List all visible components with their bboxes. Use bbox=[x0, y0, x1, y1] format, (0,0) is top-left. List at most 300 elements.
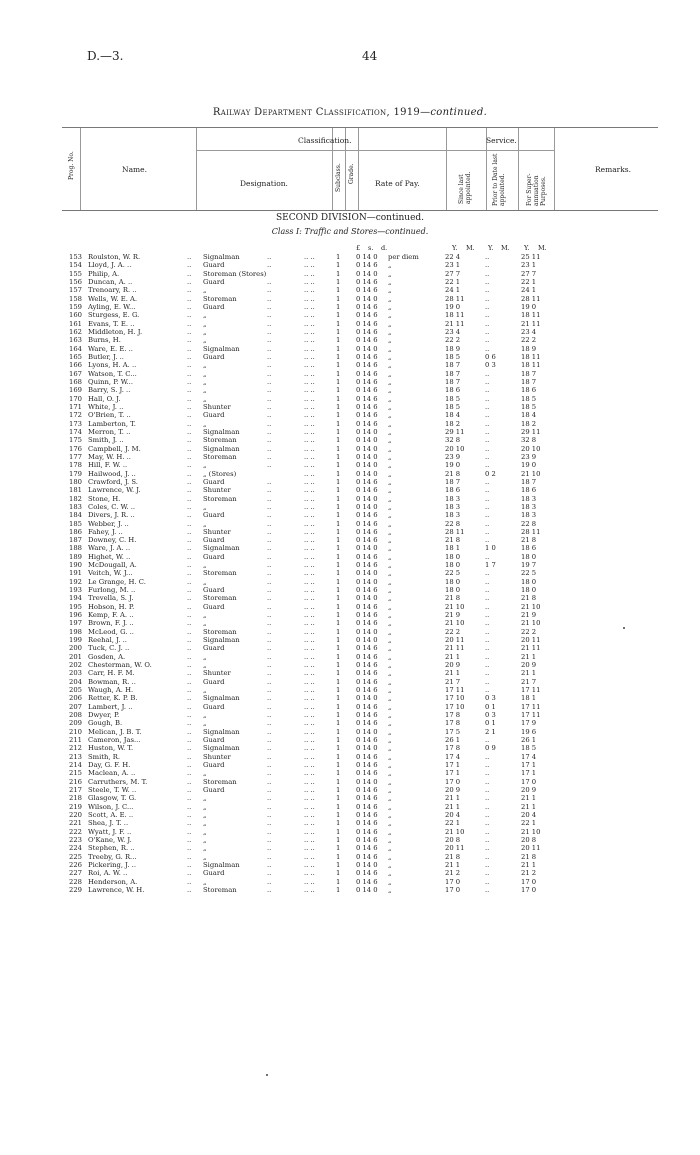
unit-months-prior: M. bbox=[501, 244, 510, 252]
since-last-appointed: 20 4 bbox=[445, 810, 461, 819]
rate-of-pay: 0 14 6 bbox=[356, 827, 378, 836]
table-row bbox=[0, 619, 700, 627]
prog-no: 177 bbox=[69, 452, 82, 461]
leader-dots: .. bbox=[267, 361, 272, 370]
subclass: 1 bbox=[336, 277, 341, 286]
leader-dots: .. bbox=[267, 586, 272, 595]
leader-dots: .. bbox=[187, 877, 192, 886]
leader-dots: .. .. bbox=[304, 427, 315, 436]
rate-of-pay: 0 14 0 bbox=[356, 444, 378, 453]
staff-name: Melican, J. B. T. bbox=[88, 727, 142, 736]
rate-of-pay: 0 14 0 bbox=[356, 594, 378, 603]
table-row bbox=[0, 586, 700, 594]
leader-dots: .. bbox=[187, 810, 192, 819]
subclass: 1 bbox=[336, 569, 341, 578]
leader-dots: .. bbox=[187, 611, 192, 620]
rate-unit: „ bbox=[388, 294, 392, 303]
leader-dots: .. bbox=[187, 661, 192, 670]
leader-dots: .. .. bbox=[304, 336, 315, 345]
leader-dots: .. bbox=[187, 586, 192, 595]
subclass: 1 bbox=[336, 636, 341, 645]
leader-dots: .. bbox=[187, 352, 192, 361]
prog-no: 204 bbox=[69, 677, 82, 686]
rate-of-pay: 0 14 6 bbox=[356, 852, 378, 861]
subclass: 1 bbox=[336, 361, 341, 370]
subclass: 1 bbox=[336, 452, 341, 461]
rate-of-pay: 0 14 6 bbox=[356, 661, 378, 670]
leader-dots: .. bbox=[267, 261, 272, 270]
staff-name: Furlong, M. .. bbox=[88, 586, 136, 595]
rate-of-pay: 0 14 6 bbox=[356, 352, 378, 361]
rate-unit: „ bbox=[388, 869, 392, 878]
leader-dots: .. bbox=[187, 444, 192, 453]
since-last-appointed: 22 2 bbox=[445, 336, 461, 345]
leader-dots: .. bbox=[267, 286, 272, 295]
leader-dots: .. bbox=[187, 719, 192, 728]
staff-name: May, W. H. .. bbox=[88, 452, 131, 461]
rate-unit: „ bbox=[388, 885, 392, 894]
leader-dots: .. bbox=[187, 377, 192, 386]
staff-name: Smith, R. bbox=[88, 752, 120, 761]
leader-dots: .. bbox=[267, 761, 272, 770]
rate-unit: „ bbox=[388, 661, 392, 670]
designation: Guard bbox=[203, 352, 225, 361]
leader-dots: .. .. bbox=[304, 577, 315, 586]
leader-dots: .. bbox=[187, 669, 192, 678]
leader-dots: .. bbox=[187, 527, 192, 536]
unit-years-since: Y. bbox=[452, 244, 458, 252]
leader-dots: .. .. bbox=[304, 594, 315, 603]
designation: „ bbox=[203, 810, 207, 819]
prog-no: 213 bbox=[69, 752, 82, 761]
rate-unit: „ bbox=[388, 511, 392, 520]
rate-of-pay: 0 14 6 bbox=[356, 794, 378, 803]
rate-unit: „ bbox=[388, 844, 392, 853]
leader-dots: .. bbox=[187, 511, 192, 520]
rate-unit: „ bbox=[388, 586, 392, 595]
prog-no: 207 bbox=[69, 702, 82, 711]
prior-service: .. bbox=[485, 852, 490, 861]
leader-dots: .. .. bbox=[304, 819, 315, 828]
rate-unit: „ bbox=[388, 602, 392, 611]
leader-dots: .. .. bbox=[304, 827, 315, 836]
prog-no: 160 bbox=[69, 311, 82, 320]
rate-of-pay: 0 14 6 bbox=[356, 802, 378, 811]
table-row bbox=[0, 361, 700, 369]
subclass: 1 bbox=[336, 777, 341, 786]
table-row bbox=[0, 328, 700, 336]
superannuation-service: 26 1 bbox=[521, 736, 537, 745]
prior-service: .. bbox=[485, 277, 490, 286]
staff-name: Trevella, S. J. bbox=[88, 594, 134, 603]
prior-service: .. bbox=[485, 802, 490, 811]
leader-dots: .. bbox=[187, 269, 192, 278]
leader-dots: .. bbox=[267, 677, 272, 686]
header-name: Name. bbox=[122, 165, 147, 174]
prior-service: .. bbox=[485, 411, 490, 420]
staff-name: Hall, O. J. bbox=[88, 394, 121, 403]
prog-no: 164 bbox=[69, 344, 82, 353]
leader-dots: .. .. bbox=[304, 752, 315, 761]
leader-dots: .. bbox=[267, 502, 272, 511]
subclass: 1 bbox=[336, 619, 341, 628]
subclass: 1 bbox=[336, 511, 341, 520]
leader-dots: .. bbox=[187, 677, 192, 686]
since-last-appointed: 18 0 bbox=[445, 561, 461, 570]
subclass: 1 bbox=[336, 577, 341, 586]
subclass: 1 bbox=[336, 752, 341, 761]
prog-no: 221 bbox=[69, 819, 82, 828]
subclass: 1 bbox=[336, 436, 341, 445]
rate-of-pay: 0 14 6 bbox=[356, 619, 378, 628]
leader-dots: .. bbox=[187, 369, 192, 378]
superannuation-service: 18 6 bbox=[521, 486, 537, 495]
rate-of-pay: 0 14 6 bbox=[356, 602, 378, 611]
designation: Shunter bbox=[203, 752, 231, 761]
leader-dots: .. .. bbox=[304, 661, 315, 670]
leader-dots: .. bbox=[187, 452, 192, 461]
since-last-appointed: 21 11 bbox=[445, 644, 465, 653]
rate-of-pay: 0 14 6 bbox=[356, 511, 378, 520]
table-row bbox=[0, 669, 700, 677]
since-last-appointed: 22 4 bbox=[445, 253, 461, 261]
leader-dots: .. bbox=[267, 544, 272, 553]
superannuation-service: 21 11 bbox=[521, 644, 541, 653]
rate-unit: „ bbox=[388, 369, 392, 378]
since-last-appointed: 21 10 bbox=[445, 827, 465, 836]
leader-dots: .. bbox=[187, 402, 192, 411]
prior-service: .. bbox=[485, 511, 490, 520]
leader-dots: .. bbox=[267, 752, 272, 761]
leader-dots: .. .. bbox=[304, 519, 315, 528]
leader-dots: .. bbox=[267, 277, 272, 286]
leader-dots: .. bbox=[187, 852, 192, 861]
prog-no: 194 bbox=[69, 594, 82, 603]
staff-name: Merron, T. .. bbox=[88, 427, 131, 436]
superannuation-service: 17 11 bbox=[521, 702, 541, 711]
since-last-appointed: 22 8 bbox=[445, 519, 461, 528]
since-last-appointed: 21 10 bbox=[445, 602, 465, 611]
leader-dots: .. bbox=[267, 661, 272, 670]
leader-dots: .. bbox=[267, 394, 272, 403]
leader-dots: .. bbox=[267, 577, 272, 586]
superannuation-service: 18 11 bbox=[521, 311, 541, 320]
rate-unit: „ bbox=[388, 552, 392, 561]
leader-dots: .. bbox=[267, 319, 272, 328]
prior-service: .. bbox=[485, 636, 490, 645]
superannuation-service: 21 8 bbox=[521, 536, 537, 545]
leader-dots: .. .. bbox=[304, 569, 315, 578]
superannuation-service: 17 9 bbox=[521, 719, 537, 728]
prior-service: .. bbox=[485, 661, 490, 670]
table-row bbox=[0, 794, 700, 802]
prog-no: 176 bbox=[69, 444, 82, 453]
designation: Guard bbox=[203, 411, 225, 420]
designation: Guard bbox=[203, 644, 225, 653]
prog-no: 211 bbox=[69, 736, 82, 745]
leader-dots: .. .. bbox=[304, 361, 315, 370]
prog-no: 193 bbox=[69, 586, 82, 595]
leader-dots: .. bbox=[187, 519, 192, 528]
subclass: 1 bbox=[336, 661, 341, 670]
leader-dots: .. .. bbox=[304, 644, 315, 653]
since-last-appointed: 18 3 bbox=[445, 494, 461, 503]
leader-dots: .. .. bbox=[304, 611, 315, 620]
prog-no: 172 bbox=[69, 411, 82, 420]
prior-service: .. bbox=[485, 419, 490, 428]
leader-dots: .. bbox=[187, 769, 192, 778]
subclass: 1 bbox=[336, 444, 341, 453]
leader-dots: .. bbox=[187, 860, 192, 869]
superannuation-service: 25 11 bbox=[521, 253, 541, 261]
since-last-appointed: 18 9 bbox=[445, 344, 461, 353]
table-row bbox=[0, 886, 700, 894]
staff-name: Hobson, H. P. bbox=[88, 602, 135, 611]
leader-dots: .. .. bbox=[304, 602, 315, 611]
rate-unit: „ bbox=[388, 444, 392, 453]
designation: „ bbox=[203, 327, 207, 336]
unit-months-super: M. bbox=[538, 244, 547, 252]
leader-dots: .. bbox=[187, 794, 192, 803]
prior-service: .. bbox=[485, 819, 490, 828]
prior-service: .. bbox=[485, 269, 490, 278]
leader-dots: .. .. bbox=[304, 636, 315, 645]
since-last-appointed: 21 1 bbox=[445, 794, 461, 803]
table-row bbox=[0, 878, 700, 886]
leader-dots: .. bbox=[187, 253, 192, 261]
rate-of-pay: 0 14 6 bbox=[356, 786, 378, 794]
rate-unit: „ bbox=[388, 702, 392, 711]
leader-dots: .. .. bbox=[304, 719, 315, 728]
rate-of-pay: 0 14 0 bbox=[356, 452, 378, 461]
prior-service: .. bbox=[485, 344, 490, 353]
since-last-appointed: 17 10 bbox=[445, 694, 465, 703]
superannuation-service: 18 4 bbox=[521, 411, 537, 420]
prog-no: 155 bbox=[69, 269, 82, 278]
rate-of-pay: 0 14 6 bbox=[356, 702, 378, 711]
staff-name: Campbell, J. M. bbox=[88, 444, 141, 453]
leader-dots: .. bbox=[187, 752, 192, 761]
leader-dots: .. .. bbox=[304, 402, 315, 411]
leader-dots: .. .. bbox=[304, 369, 315, 378]
prog-no: 156 bbox=[69, 277, 82, 286]
designation: „ bbox=[203, 319, 207, 328]
leader-dots: .. bbox=[267, 352, 272, 361]
since-last-appointed: 20 10 bbox=[445, 444, 465, 453]
rate-of-pay: 0 14 6 bbox=[356, 519, 378, 528]
leader-dots: .. .. bbox=[304, 794, 315, 803]
leader-dots: .. bbox=[187, 494, 192, 503]
prior-service: 0 6 bbox=[485, 352, 496, 361]
prior-service: .. bbox=[485, 261, 490, 270]
rate-of-pay: 0 14 0 bbox=[356, 860, 378, 869]
leader-dots: .. .. bbox=[304, 727, 315, 736]
since-last-appointed: 32 8 bbox=[445, 436, 461, 445]
designation: „ bbox=[203, 819, 207, 828]
leader-dots: .. bbox=[187, 561, 192, 570]
since-last-appointed: 21 2 bbox=[445, 869, 461, 878]
superannuation-service: 19 0 bbox=[521, 302, 537, 311]
leader-dots: .. .. bbox=[304, 386, 315, 395]
rate-of-pay: 0 14 6 bbox=[356, 361, 378, 370]
since-last-appointed: 21 8 bbox=[445, 536, 461, 545]
rate-of-pay: 0 14 6 bbox=[356, 319, 378, 328]
superannuation-service: 22 5 bbox=[521, 569, 537, 578]
rate-of-pay: 0 14 0 bbox=[356, 461, 378, 470]
designation: „ bbox=[203, 286, 207, 295]
designation: „ bbox=[203, 419, 207, 428]
superannuation-service: 21 8 bbox=[521, 594, 537, 603]
superannuation-service: 22 2 bbox=[521, 627, 537, 636]
designation: Guard bbox=[203, 586, 225, 595]
superannuation-service: 20 8 bbox=[521, 835, 537, 844]
prior-service: 1 7 bbox=[485, 561, 496, 570]
designation: „ bbox=[203, 461, 207, 470]
leader-dots: .. bbox=[267, 777, 272, 786]
rate-unit: „ bbox=[388, 852, 392, 861]
prior-service: .. bbox=[485, 761, 490, 770]
prior-service: .. bbox=[485, 452, 490, 461]
since-last-appointed: 18 2 bbox=[445, 419, 461, 428]
leader-dots: .. bbox=[187, 761, 192, 770]
designation: Storeman bbox=[203, 569, 237, 578]
superannuation-service: 27 7 bbox=[521, 269, 537, 278]
table-row bbox=[0, 686, 700, 694]
leader-dots: .. .. bbox=[304, 669, 315, 678]
leader-dots: .. .. bbox=[304, 769, 315, 778]
subclass: 1 bbox=[336, 319, 341, 328]
since-last-appointed: 23 1 bbox=[445, 261, 461, 270]
prog-no: 229 bbox=[69, 885, 82, 894]
table-row bbox=[0, 711, 700, 719]
column-header bbox=[62, 127, 658, 211]
prog-no: 198 bbox=[69, 627, 82, 636]
rate-unit: „ bbox=[388, 527, 392, 536]
unit-pounds: £ bbox=[356, 244, 361, 252]
leader-dots: .. .. bbox=[304, 686, 315, 695]
leader-dots: .. .. bbox=[304, 786, 315, 794]
staff-name: Retter, K. P. B. bbox=[88, 694, 138, 703]
unit-pence: d. bbox=[381, 244, 388, 252]
table-row bbox=[0, 436, 700, 444]
designation: „ bbox=[203, 311, 207, 320]
section-heading: SECOND DIVISION—continued. bbox=[275, 213, 425, 223]
leader-dots: .. .. bbox=[304, 469, 315, 478]
subclass: 1 bbox=[336, 502, 341, 511]
subclass: 1 bbox=[336, 461, 341, 470]
since-last-appointed: 20 8 bbox=[445, 835, 461, 844]
prior-service: .. bbox=[485, 394, 490, 403]
staff-name: Roulston, W. R. bbox=[88, 253, 141, 261]
since-last-appointed: 27 7 bbox=[445, 269, 461, 278]
designation: Guard bbox=[203, 869, 225, 878]
leader-dots: .. bbox=[267, 652, 272, 661]
rate-of-pay: 0 14 0 bbox=[356, 253, 378, 261]
leader-dots: .. bbox=[267, 477, 272, 486]
prog-no: 195 bbox=[69, 602, 82, 611]
rate-of-pay: 0 14 6 bbox=[356, 586, 378, 595]
rate-of-pay: 0 14 0 bbox=[356, 744, 378, 753]
since-last-appointed: 21 10 bbox=[445, 619, 465, 628]
prog-no: 192 bbox=[69, 577, 82, 586]
title-main: Railway Department Classification, 1919— bbox=[212, 107, 431, 118]
rate-unit: „ bbox=[388, 402, 392, 411]
superannuation-service: 21 1 bbox=[521, 669, 537, 678]
leader-dots: .. bbox=[267, 369, 272, 378]
rate-unit: „ bbox=[388, 269, 392, 278]
superannuation-service: 22 1 bbox=[521, 277, 537, 286]
prior-service: .. bbox=[485, 736, 490, 745]
staff-name: Bowman, R. .. bbox=[88, 677, 136, 686]
leader-dots: .. .. bbox=[304, 877, 315, 886]
designation: Storeman bbox=[203, 436, 237, 445]
leader-dots: .. .. bbox=[304, 844, 315, 853]
rate-unit: „ bbox=[388, 386, 392, 395]
since-last-appointed: 18 3 bbox=[445, 511, 461, 520]
rate-of-pay: 0 14 6 bbox=[356, 327, 378, 336]
prior-service: .. bbox=[485, 611, 490, 620]
since-last-appointed: 23 9 bbox=[445, 452, 461, 461]
rate-of-pay: 0 14 6 bbox=[356, 477, 378, 486]
table-row bbox=[0, 678, 700, 686]
designation: Guard bbox=[203, 602, 225, 611]
table-row bbox=[0, 594, 700, 602]
prior-service: 1 0 bbox=[485, 544, 496, 553]
staff-name: Lamberton, T. bbox=[88, 419, 136, 428]
leader-dots: .. .. bbox=[304, 869, 315, 878]
table-row bbox=[0, 786, 700, 794]
superannuation-service: 21 10 bbox=[521, 827, 541, 836]
leader-dots: .. bbox=[187, 627, 192, 636]
staff-name: Chesterman, W. O. bbox=[88, 661, 152, 670]
designation: Guard bbox=[203, 261, 225, 270]
header-since-last: Since last appointed. bbox=[458, 171, 472, 204]
superannuation-service: 21 9 bbox=[521, 611, 537, 620]
rate-of-pay: 0 14 0 bbox=[356, 885, 378, 894]
subclass: 1 bbox=[336, 544, 341, 553]
leader-dots: .. bbox=[187, 419, 192, 428]
subclass: 1 bbox=[336, 261, 341, 270]
table-row bbox=[0, 569, 700, 577]
rate-of-pay: 0 14 6 bbox=[356, 302, 378, 311]
rate-unit: „ bbox=[388, 752, 392, 761]
leader-dots: .. bbox=[267, 561, 272, 570]
rate-of-pay: 0 14 6 bbox=[356, 311, 378, 320]
prior-service: .. bbox=[485, 552, 490, 561]
table-row bbox=[0, 628, 700, 636]
designation: „ bbox=[203, 852, 207, 861]
table-row bbox=[0, 636, 700, 644]
table-row bbox=[0, 495, 700, 503]
subclass: 1 bbox=[336, 527, 341, 536]
since-last-appointed: 17 10 bbox=[445, 702, 465, 711]
table-row bbox=[0, 811, 700, 819]
prog-no: 183 bbox=[69, 502, 82, 511]
rate-unit: „ bbox=[388, 827, 392, 836]
prog-no: 219 bbox=[69, 802, 82, 811]
superannuation-service: 20 11 bbox=[521, 636, 541, 645]
leader-dots: .. bbox=[187, 844, 192, 853]
designation: Guard bbox=[203, 736, 225, 745]
leader-dots: .. bbox=[187, 644, 192, 653]
prior-service: .. bbox=[485, 386, 490, 395]
superannuation-service: 17 11 bbox=[521, 711, 541, 720]
subclass: 1 bbox=[336, 736, 341, 745]
rate-of-pay: 0 14 6 bbox=[356, 819, 378, 828]
leader-dots: .. .. bbox=[304, 352, 315, 361]
rate-unit: „ bbox=[388, 677, 392, 686]
rate-unit: „ bbox=[388, 727, 392, 736]
